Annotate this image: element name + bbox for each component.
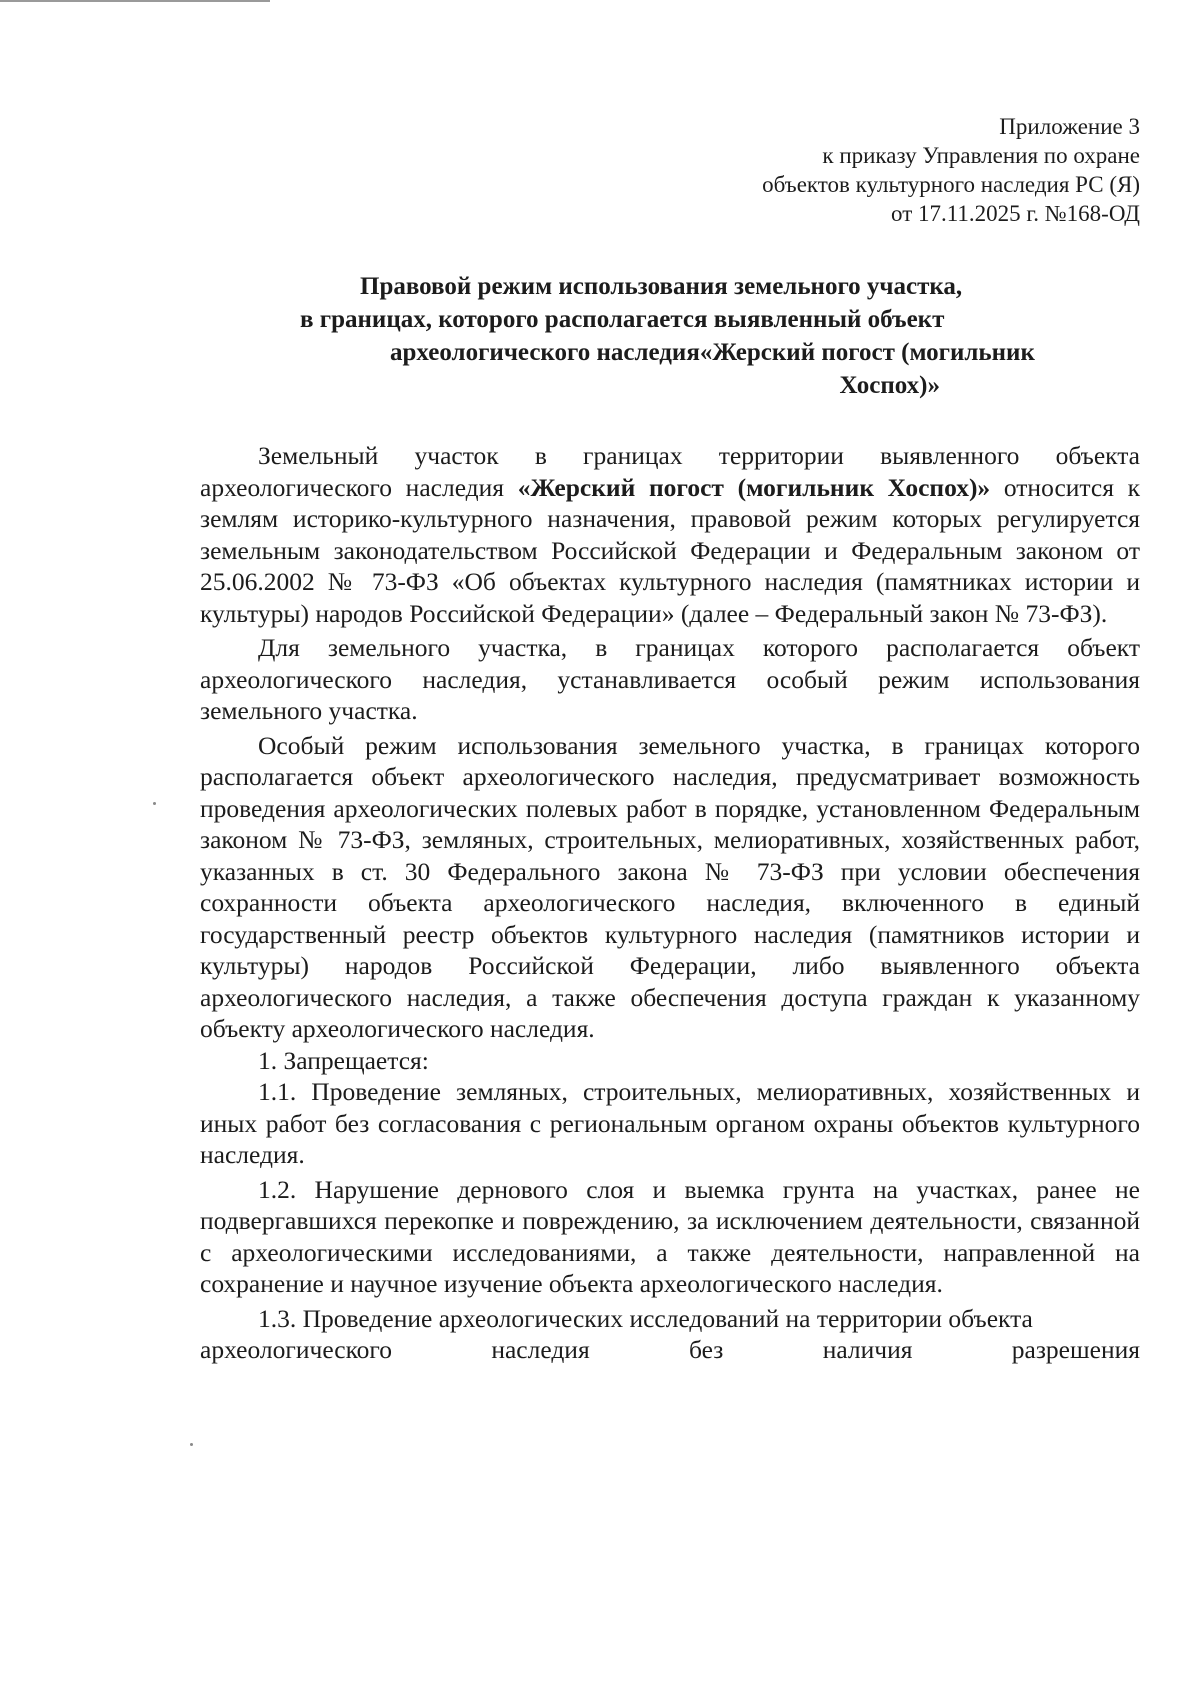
appendix-line-2: к приказу Управления по охране [822, 143, 1140, 168]
title-line-4: Хоспох)» [839, 372, 940, 399]
paragraph-prohibited: 1. Запрещается: [258, 1045, 429, 1075]
paragraph-1-start: Земельный участок в границах территории выявленного объекта археологического наследия [200, 441, 1140, 502]
word: разрешения [1011, 1335, 1140, 1364]
scan-speck [153, 802, 156, 805]
title-line-3: археологического наследия«Жерский погост (могильник [390, 339, 1035, 366]
title-line-2: в границах, которого располагается выявленный объект [300, 306, 945, 333]
scan-speck [190, 1443, 193, 1446]
paragraph-1-end: относится к землям историко-культурного назначения, правовой режим которых регулируется земельным законодательством Российской Федерации и Федеральным законом от 25.06.2002 № 73-ФЗ «Об объектах культурного наследия (памятниках истории и культуры) народов Российской Федерации» (далее – Федеральный закон № 73-ФЗ). [200, 472, 1140, 628]
appendix-line-3: объектов культурного наследия РС (Я) [762, 172, 1140, 197]
appendix-header [200, 112, 1140, 228]
paragraph-item-1-3-continuation [200, 1334, 1140, 1366]
word: археологического [200, 1335, 393, 1364]
title-line-1: Правовой режим использования земельного участка, [360, 273, 963, 300]
document-title [200, 270, 1140, 402]
appendix-line-4: от 17.11.2025 г. №168-ОД [891, 201, 1140, 226]
paragraph-item-1-3: 1.3. Проведение археологических исследований на территории объекта [258, 1303, 1033, 1333]
appendix-line-1: Приложение 3 [999, 114, 1140, 139]
paragraph-item-1-2: 1.2. Нарушение дернового слоя и выемка грунта на участках, ранее не подвергавшихся перекопке и повреждению, за исключением деятельности, связанной с археологическими исследованиями, а также деятельности, направленной на сохранение и научное изучение объекта археологического наследия. [200, 1174, 1140, 1298]
document-page [200, 112, 1140, 1366]
paragraph-special-regime: Для земельного участка, в границах которого располагается объект археологического наследия, устанавливается особый режим использования земельного участка. [200, 633, 1140, 725]
scan-edge-artifact [0, 0, 270, 2]
document-body [200, 440, 1140, 1366]
paragraph-item-1-1: 1.1. Проведение земляных, строительных, мелиоративных, хозяйственных и иных работ без согласования с региональным органом охраны объектов культурного наследия. [200, 1077, 1140, 1169]
word: наличия [822, 1335, 913, 1364]
object-name-bold: «Жерский погост (могильник Хоспох)» [517, 472, 991, 502]
word: без [689, 1335, 724, 1364]
paragraph-land-plot [200, 440, 1140, 629]
word: наследия [491, 1335, 590, 1364]
paragraph-regime-details: Особый режим использования земельного участка, в границах которого располагается объект археологического наследия, предусматривает возможность проведения археологических полевых работ в порядке, установленном Федеральным законом № 73-ФЗ, земляных, строительных, мелиоративных, хозяйственных работ, указанных в ст. 30 Федерального закона № 73-ФЗ при условии обеспечения сохранности объекта археологического наследия, включенного в единый государственный реестр объектов культурного наследия (памятников истории и культуры) народов Российской Федерации, либо выявленного объекта археологического наследия, а также обеспечения доступа граждан к указанному объекту археологического наследия. [200, 730, 1140, 1043]
